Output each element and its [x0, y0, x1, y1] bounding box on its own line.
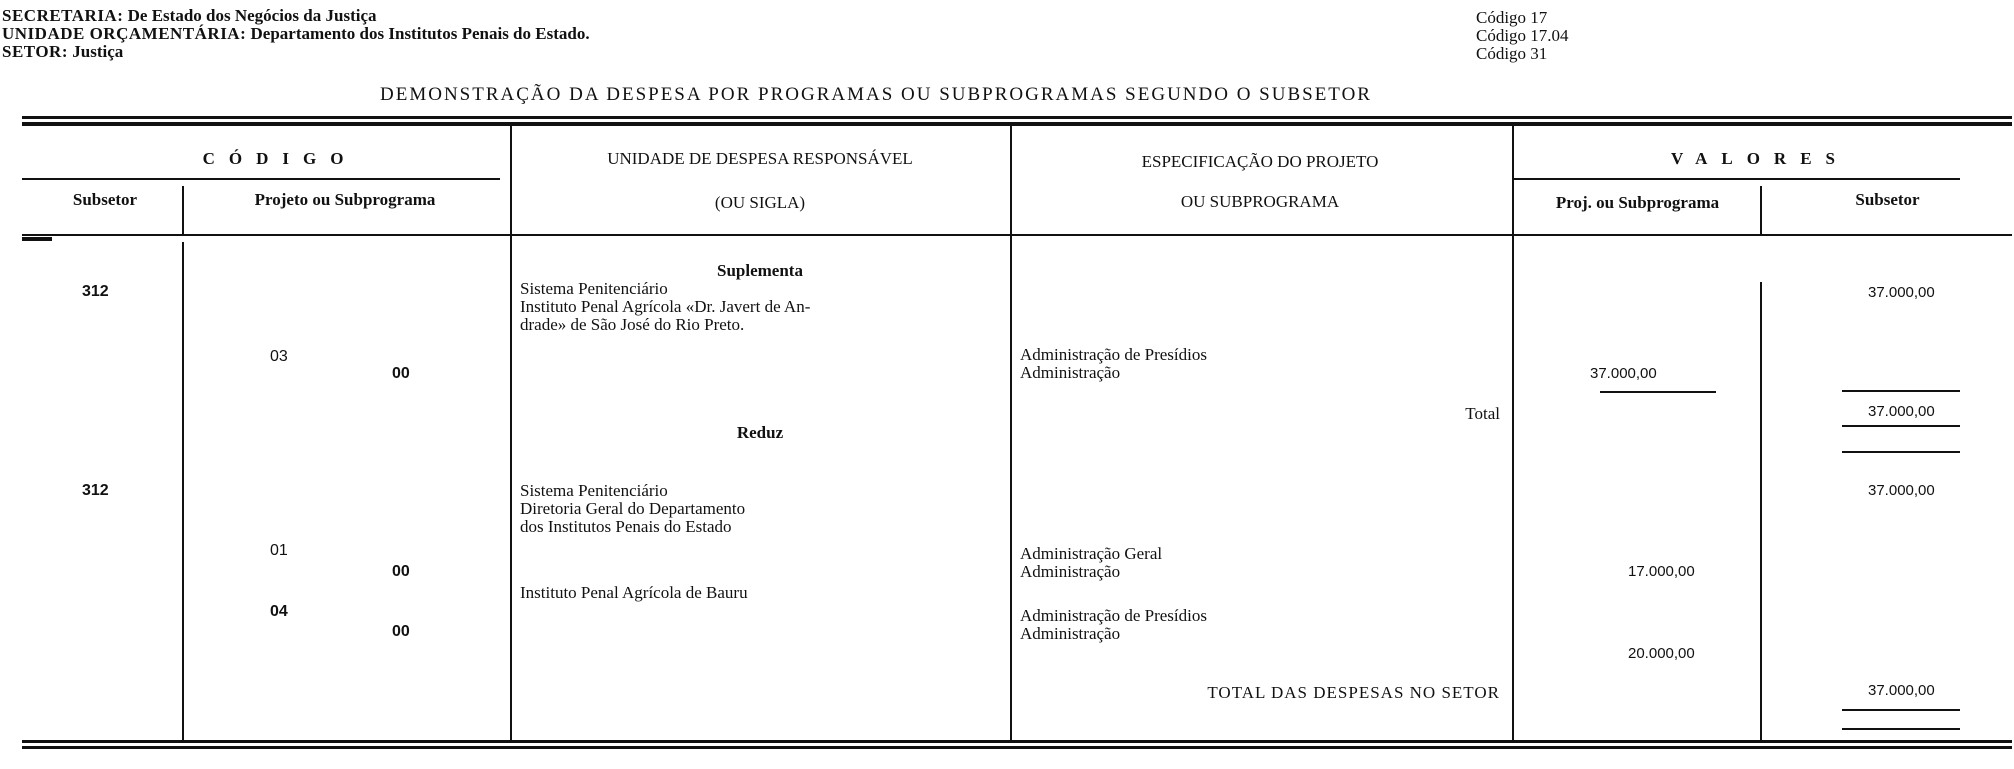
codigo-underline [22, 178, 500, 180]
secretaria-label: SECRETARIA: [2, 6, 124, 25]
subsetor-valor-header: Subsetor [1855, 190, 1920, 209]
header-bottom-rule [22, 234, 2012, 236]
suplementa-total-value: 37.000,00 [1868, 403, 1935, 420]
suplementa-total-overline [1842, 390, 1960, 392]
reduz-total-value: 37.000,00 [1868, 682, 1935, 699]
col-divider-especificacao [1512, 126, 1514, 740]
proj-subprograma-header: Proj. ou Subprograma [1555, 193, 1720, 212]
reduz-total-underline-1 [1842, 709, 1960, 711]
reduz-subsetor-code: 312 [82, 482, 109, 499]
subsetor-header: Subsetor [72, 190, 138, 209]
suplementa-heading: Suplementa [717, 261, 803, 280]
secretaria-line [2, 7, 377, 25]
col-divider-unidade [1010, 126, 1012, 740]
setor-line [2, 43, 123, 61]
col-divider-projeto [510, 126, 512, 740]
unidade-label: UNIDADE ORÇAMENTÁRIA: [2, 24, 247, 43]
especificacao-header-line2: OU SUBPROGRAMA [1180, 192, 1340, 211]
suplementa-subsetor-value: 37.000,00 [1868, 284, 1935, 301]
suplementa-projeto-code: 03 [270, 348, 288, 365]
reduz-projeto-code-1: 01 [270, 542, 288, 559]
suplementa-proj-underline [1600, 391, 1716, 393]
col-divider-subsetor-head [182, 186, 184, 234]
table-top-rule-thick [22, 122, 2012, 126]
document-title: DEMONSTRAÇÃO DA DESPESA POR PROGRAMAS OU SUBPROGRAMAS SEGUNDO O SUBSETOR [380, 84, 1372, 105]
reduz-unit-line1: Sistema Penitenciário [520, 481, 668, 500]
suplementa-unit-line3: drade» de São José do Rio Preto. [520, 315, 745, 334]
reduz-spec2-line1: Administração de Presídios [1020, 606, 1207, 625]
codigo-header: CÓDIGO [202, 149, 358, 168]
unidade-header-line2: (OU SIGLA) [714, 193, 806, 212]
reduz-subprograma-code-1: 00 [392, 563, 410, 580]
suplementa-spec-line2: Administração [1020, 363, 1121, 382]
reduz-subsetor-value: 37.000,00 [1868, 482, 1935, 499]
suplementa-unit-line2: Instituto Penal Agrícola «Dr. Javert de An- [520, 297, 811, 316]
reduz-proj-value-2: 20.000,00 [1628, 645, 1695, 662]
reduz-subprograma-code-2: 00 [392, 623, 410, 640]
suplementa-proj-value: 37.000,00 [1590, 365, 1657, 382]
codigo-secretaria: Código 17 [1476, 8, 1548, 27]
header-bottom-mark [22, 237, 52, 241]
reduz-unit-line4: Instituto Penal Agrícola de Bauru [520, 583, 748, 602]
suplementa-total-underline-1 [1842, 425, 1960, 427]
unidade-value: Departamento dos Institutos Penais do Estado. [250, 24, 590, 43]
col-divider-valores [1760, 282, 1762, 740]
reduz-spec1-line1: Administração Geral [1020, 544, 1163, 563]
table-bottom-rule-2 [22, 746, 2012, 749]
table-bottom-rule [22, 740, 2012, 743]
codigo-unidade: Código 17.04 [1476, 26, 1569, 45]
reduz-heading: Reduz [736, 423, 784, 442]
setor-value: Justiça [72, 42, 124, 61]
reduz-spec1-line2: Administração [1020, 562, 1121, 581]
reduz-total-underline-2 [1842, 728, 1960, 730]
unidade-header-line1: UNIDADE DE DESPESA RESPONSÁVEL [607, 149, 913, 168]
suplementa-total-underline-2 [1842, 451, 1960, 453]
valores-underline [1512, 178, 1960, 180]
reduz-unit-line3: dos Institutos Penais do Estado [520, 517, 732, 536]
col-divider-valores-head [1760, 186, 1762, 234]
table-top-rule [22, 116, 2012, 119]
setor-label: SETOR: [2, 42, 68, 61]
reduz-proj-value-1: 17.000,00 [1628, 563, 1695, 580]
valores-header: VALORES [1671, 149, 1849, 168]
reduz-total-label: TOTAL DAS DESPESAS NO SETOR [1207, 683, 1500, 702]
codigo-setor: Código 31 [1476, 44, 1548, 63]
suplementa-subprograma-code: 00 [392, 365, 410, 382]
especificacao-header-line1: ESPECIFICAÇÃO DO PROJETO [1141, 152, 1379, 171]
suplementa-spec-line1: Administração de Presídios [1020, 345, 1207, 364]
col-divider-subsetor [182, 242, 184, 740]
suplementa-unit-line1: Sistema Penitenciário [520, 279, 668, 298]
secretaria-value: De Estado dos Negócios da Justiça [127, 6, 377, 25]
reduz-projeto-code-2: 04 [270, 603, 288, 620]
unidade-line [2, 25, 590, 43]
reduz-unit-line2: Diretoria Geral do Departamento [520, 499, 746, 518]
reduz-spec2-line2: Administração [1020, 624, 1121, 643]
projeto-header: Projeto ou Subprograma [254, 190, 436, 209]
suplementa-subsetor-code: 312 [82, 283, 109, 300]
suplementa-total-label: Total [1465, 404, 1500, 423]
